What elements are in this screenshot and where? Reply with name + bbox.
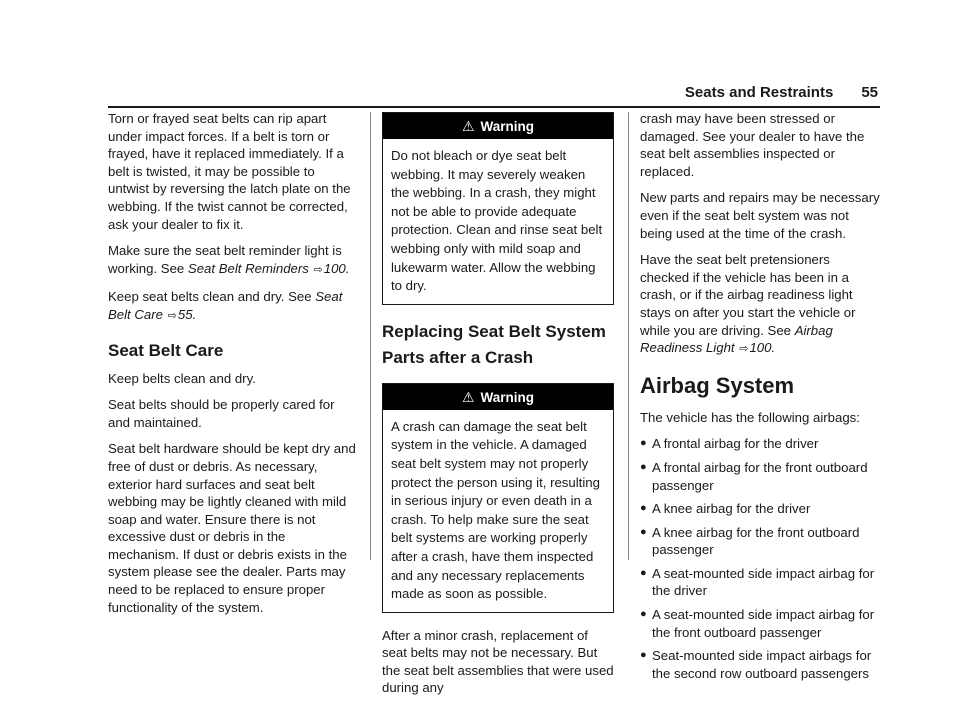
warning-body: A crash can damage the seat belt system in the vehicle. A damaged seat belt system may not properly protect the person using it, resulting in serious injury or even death in a crash. To help make sure the seat belt systems are working properly after a crash, have them inspected and any necessary replacements made as soon as possible. [391,418,600,602]
list-item: ● Seat-mounted side impact airbags for the second row outboard passengers [640,648,872,681]
paragraph: Seat belts should be properly cared for and maintained. [108,397,335,430]
warning-header: ⚠ Warning [383,384,613,410]
section-heading: Seat Belt Care [108,340,224,360]
header-rule [108,106,880,108]
bullet-icon: ● [640,566,647,579]
bullet-icon: ● [640,437,647,450]
list-item: ● A seat-mounted side impact airbag for the driver [640,565,875,599]
section-heading: Replacing Seat Belt System Parts after a Crash [382,321,606,367]
paragraph: Keep belts clean and dry. [108,370,256,386]
warning-icon: ⚠ [461,118,475,134]
column-2 [382,110,614,706]
page-number: 55 [861,83,878,101]
list-item: ● A seat-mounted side impact airbag for the front outboard passenger [640,607,875,640]
airbag-list [640,435,880,682]
list-item: ● A knee airbag for the driver [640,501,811,517]
section-title: Seats and Restraints [684,83,834,101]
warning-box [382,112,614,305]
warning-icon: ⚠ [461,388,475,405]
warning-box [382,383,614,613]
warning-body: Do not bleach or dye seat belt webbing. It may severely weaken the webbing. In a crash, they might not be able to provide adequate protection. Clean and rinse seat belt webbing only with mild soap and lukewarm water. Allow the webbing to dry. [391,148,603,294]
column-3 [640,110,880,688]
paragraph: Have the seat belt pretensioners checked if the vehicle has been in a crash, or if the airbag readiness light stays on after you start the vehicle or while you are driving. See Airbag Readiness Light ⇨100. [640,252,856,356]
paragraph: New parts and repairs may be necessary even if the seat belt system was not being used at the time of the crash. [640,190,880,241]
cross-reference-link[interactable]: Seat Belt Care ⇨55. [108,289,343,322]
page-ref-arrow-icon: ⇨ [739,343,749,356]
column-divider [628,112,629,560]
column-divider [370,112,371,560]
section-heading: Airbag System [640,372,795,398]
cross-reference-link[interactable]: Seat Belt Reminders ⇨100. [187,260,350,276]
warning-header: ⚠ Warning [383,113,613,139]
paragraph: The vehicle has the following airbags: [640,409,860,425]
paragraph: Make sure the seat belt reminder light is working. See Seat Belt Reminders ⇨100. [108,243,350,276]
page-ref-arrow-icon: ⇨ [313,263,323,276]
column-1 [108,110,358,625]
bullet-icon: ● [640,525,647,538]
bullet-icon: ● [640,608,647,621]
page-header [0,80,878,104]
cross-reference-link[interactable]: Airbag Readiness Light ⇨100. [640,322,833,356]
paragraph: Keep seat belts clean and dry. See Seat Belt Care ⇨55. [108,289,343,322]
paragraph: Seat belt hardware should be kept dry and free of dust or debris. As necessary, exterior hard surfaces and seat belt webbing may be lightly cleaned with mild soap and water. Ensure there is not excessive dust or debris in the mechanism. If dust or debris exists in the system please see the dealer. Parts may need to be replaced to ensure proper functionality of the system. [108,441,356,615]
paragraph: After a minor crash, replacement of seat belts may not be necessary. But the seat belt assemblies that were used during any [382,627,614,696]
bullet-icon: ● [640,460,647,473]
bullet-icon: ● [640,502,647,515]
list-item: ● A frontal airbag for the front outboard passenger [640,459,868,493]
list-item: ● A knee airbag for the front outboard passenger [640,524,860,558]
page-ref-arrow-icon: ⇨ [167,309,177,322]
bullet-icon: ● [640,649,647,662]
paragraph: crash may have been stressed or damaged. See your dealer to have the seat belt assemblies inspected or replaced. [640,111,865,179]
paragraph: Torn or frayed seat belts can rip apart under impact forces. If a belt is torn or frayed, have it replaced immediately. If a belt is twisted, it may be possible to untwist by reversing the latch plate on the webbing. If the twist cannot be corrected, ask your dealer to fix it. [108,111,351,232]
list-item: ● A frontal airbag for the driver [640,436,819,452]
